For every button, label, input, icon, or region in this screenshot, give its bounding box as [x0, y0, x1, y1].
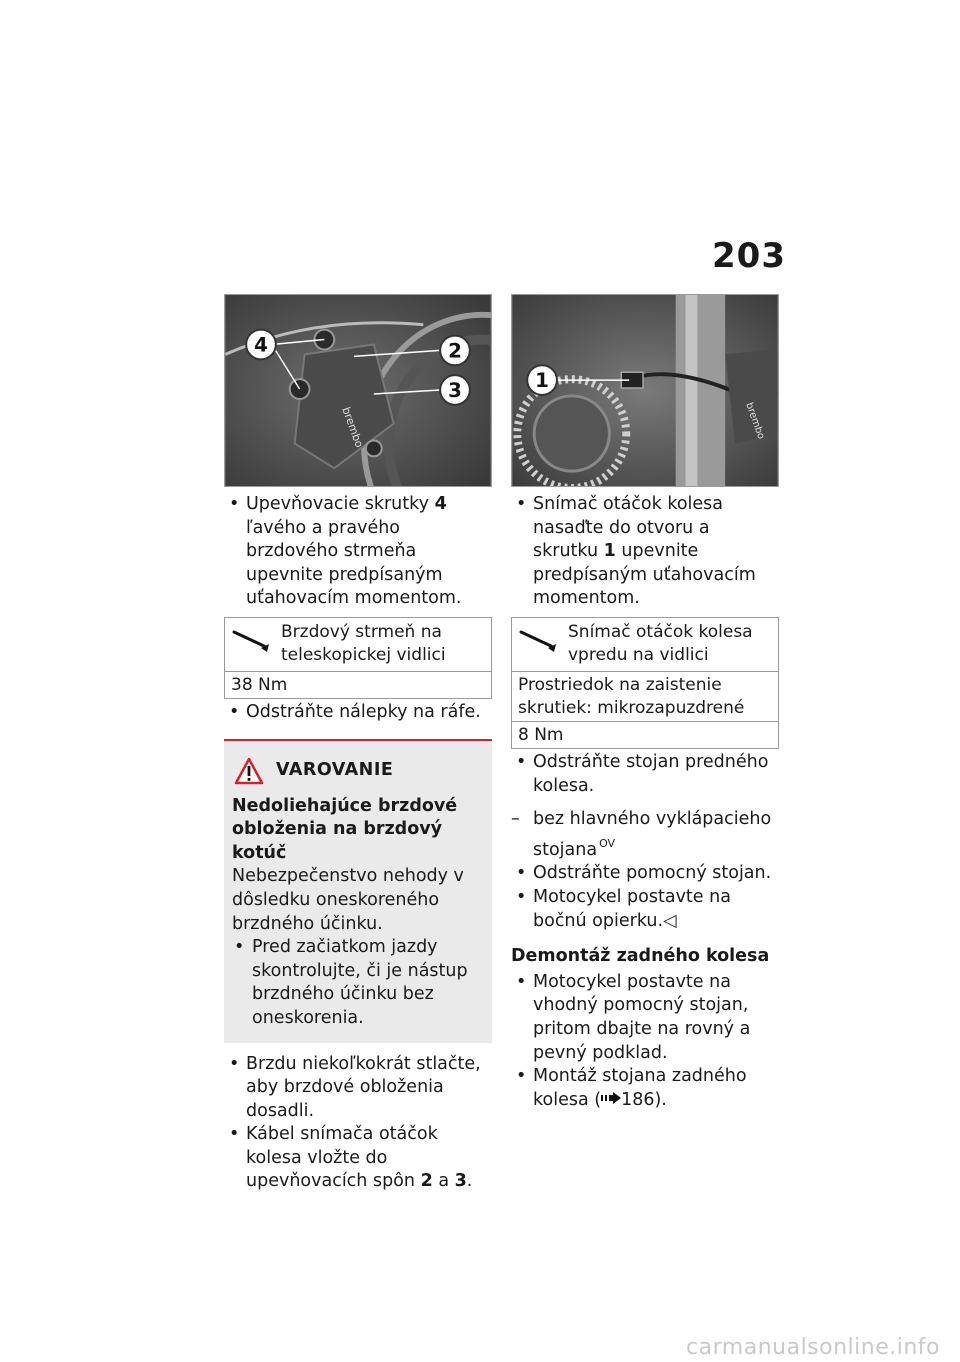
left-column	[224, 294, 492, 1194]
torque-value: 8 Nm	[512, 721, 778, 748]
warning-instruction: • Pred začiatkom jazdy skontrolujte, či je nástup brzdného účinku bez oneskorenia.	[232, 936, 484, 1030]
torque-title: Snímač otáčok kolesa vpredu na vidlici	[568, 621, 753, 665]
warning-triangle-icon	[234, 757, 264, 785]
svg-text:2: 2	[448, 339, 462, 363]
warning-label: VAROVANIE	[276, 759, 394, 780]
right-column	[511, 294, 779, 1112]
watermark: carmanualsonline.info	[686, 1335, 940, 1360]
step-mount-rear-stand: • Montáž stojana zadného kolesa ( 186).	[511, 1065, 779, 1112]
torque-threadlocker: Prostriedok na zaistenie skrutiek: mikrozapuzdrené	[512, 671, 778, 721]
page-number: 203	[712, 236, 786, 276]
svg-text:4: 4	[254, 333, 268, 357]
brand-lettering: brembo	[743, 401, 767, 441]
page-reference[interactable]: 186	[621, 1089, 655, 1110]
step-tighten-caliper-bolts: • Upevňovacie skrutky 4 ľavého a pravého brzdového strmeňa upevnite predpísaným uťahovacím momentom.	[224, 493, 492, 611]
warning-body: Nebezpečenstvo nehody v dôsledku oneskoreného brzdného účinku.	[232, 866, 464, 934]
step-install-speed-sensor: • Snímač otáčok kolesa nasaďte do otvoru a skrutku 1 upevnite predpísaným uťahovacím momentom.	[511, 493, 779, 611]
page-reference-arrow-icon	[601, 1092, 621, 1104]
step-place-aux-stand: • Motocykel postavte na vhodný pomocný stojan, pritom dbajte na rovný a pevný podklad.	[511, 971, 779, 1065]
brand-lettering: brembo	[339, 405, 366, 450]
end-of-option-icon: ◁	[663, 910, 677, 931]
step-remove-front-stand: • Odstráňte stojan predného kolesa.	[511, 751, 779, 798]
torque-wrench-icon	[518, 626, 558, 654]
step-remove-aux-stand: • Odstráňte pomocný stojan.	[511, 862, 779, 886]
step-side-stand: • Motocykel postavte na bočnú opierku.◁	[511, 886, 779, 933]
torque-title: Brzdový strmeň na teleskopickej vidlici	[281, 621, 446, 665]
step-route-sensor-cable: • Kábel snímača otáčok kolesa vložte do upevňovacích spôn 2 a 3.	[224, 1123, 492, 1194]
option-code: OV	[599, 836, 616, 850]
svg-text:3: 3	[448, 378, 462, 402]
svg-text:1: 1	[535, 369, 549, 393]
section-heading-rear-wheel-removal: Demontáž zadného kolesa	[511, 946, 770, 967]
step-pump-brake: • Brzdu niekoľkokrát stlačte, aby brzdové obloženia dosadli.	[224, 1053, 492, 1124]
wheel-speed-sensor-photo	[511, 294, 779, 487]
brake-caliper-photo	[224, 294, 492, 487]
step-remove-rim-stickers: • Odstráňte nálepky na ráfe.	[224, 701, 492, 725]
warning-heading: Nedoliehajúce brzdové obloženia na brzdový kotúč	[232, 795, 458, 863]
torque-spec-sensor	[511, 617, 779, 749]
option-without-center-stand: – bez hlavného vyklápacieho stojana $^{OV}$	[511, 808, 779, 862]
torque-value: 38 Nm	[225, 671, 491, 698]
torque-spec-caliper	[224, 617, 492, 699]
warning-box	[224, 739, 492, 1043]
torque-wrench-icon	[231, 626, 271, 654]
